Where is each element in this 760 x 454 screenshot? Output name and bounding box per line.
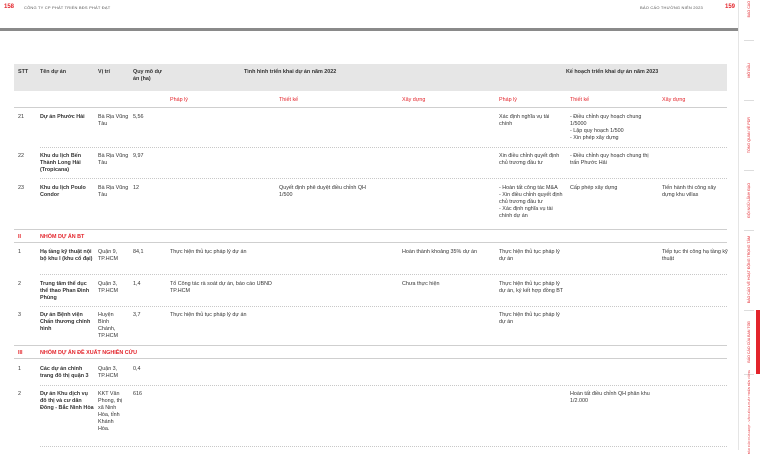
cell-thietke-2023: - Điều chỉnh quy hoạch chung thị trấn Phước Hải (570, 153, 649, 166)
cell-stt: 21 (18, 114, 24, 120)
sidebar-item-board-report[interactable] (738, 310, 760, 374)
group-2023-header: Kế hoạch triển khai dự án năm 2023 (566, 69, 659, 75)
cell-name: Khu du lịch Bến Thành Long Hải (Tropicana) (40, 153, 82, 173)
cell-scale: 0,4 (133, 366, 141, 372)
report-title: BÁO CÁO THƯỜNG NIÊN 2023 (640, 5, 703, 10)
section-title: NHÓM DỰ ÁN BT (40, 234, 85, 240)
cell-name: Hạ tầng kỹ thuật nội bộ khu I (khu cổ đại) (40, 249, 93, 262)
cell-phaply-2022: Tổ Công tác rà soát dự án, báo cáo UBND TP.HCM (170, 281, 272, 294)
cell-stt: 1 (18, 249, 21, 255)
sidebar-item-report[interactable] (738, 0, 760, 18)
sub-thietke-2022: Thiết kế (279, 97, 299, 103)
sidebar-label: BÁO CÁO CỦA BAN TGĐ (747, 321, 751, 363)
row-divider (40, 385, 727, 386)
row-divider (40, 147, 727, 148)
col-name-header: Tên dự án (40, 69, 67, 75)
sub-phaply-2022: Pháp lý (170, 97, 188, 103)
cell-thietke-2022: Quyết định phê duyệt điều chỉnh QH 1/500 (279, 185, 366, 198)
sub-thietke-2023: Thiết kế (570, 97, 590, 103)
header-divider (0, 28, 738, 31)
sidebar-label: TỔNG QUAN VỀ PDR (747, 116, 751, 154)
col-scale-header: Quy mô dự án (ha) (133, 69, 162, 82)
cell-phaply-2023: Xác định nghĩa vụ tài chính (499, 114, 550, 127)
company-name: CÔNG TY CP PHÁT TRIỂN BĐS PHÁT ĐẠT (24, 5, 111, 10)
sub-xaydung-2022: Xây dựng (402, 97, 426, 103)
row-divider (40, 446, 727, 447)
cell-phaply-2023: Thực hiện thủ tục pháp lý dự án (499, 249, 560, 262)
sidebar-item-sustainability[interactable] (738, 369, 760, 454)
cell-location: Quận 9, TP.HCM (98, 249, 118, 262)
sidebar-label: BÁO CÁO VỀ HOẠT ĐỘNG TRỌNG TÂM (747, 236, 751, 304)
sidebar-label: ĐỘI NGŨ LÃNH ĐẠO (747, 182, 751, 218)
sidebar-item-operations[interactable] (738, 230, 760, 310)
row-divider (40, 306, 727, 307)
cell-phaply-2023: - Hoàn tất công tác M&A - Xin điều chỉnh quyết định chủ trương đầu tư - Xác định nghĩa vụ tài chính dự án (499, 185, 563, 219)
cell-phaply-2022: Thực hiện thủ tục pháp lý dự án (170, 312, 247, 318)
cell-scale: 3,7 (133, 312, 141, 318)
page-number-left: 158 (4, 4, 15, 10)
cell-phaply-2023: Thực hiện thủ tục pháp lý dự án (499, 312, 560, 325)
page-number-right: 159 (725, 4, 736, 10)
cell-xaydung-2023: Tiếp tục thi công hạ tầng kỹ thuật (662, 249, 728, 262)
sidebar-item-overview[interactable] (738, 100, 760, 170)
cell-name: Các dự án chỉnh trang đô thị quận 3 (40, 366, 89, 379)
cell-name: Trung tâm thể dục thể thao Phan Đình Phùng (40, 281, 90, 301)
row-divider (40, 178, 727, 179)
sub-phaply-2023: Pháp lý (499, 97, 517, 103)
cell-location: Bà Rịa Vũng Tàu (98, 153, 129, 166)
section-title: NHÓM DỰ ÁN ĐỀ XUẤT NGHIÊN CỨU (40, 350, 137, 356)
cell-phaply-2022: Thực hiện thủ tục pháp lý dự án (170, 249, 247, 255)
page-header (0, 0, 738, 17)
cell-scale: 616 (133, 391, 142, 397)
cell-name: Dự án Khu dịch vụ đô thị và cư dân Đông - Bắc Ninh Hòa (40, 391, 94, 411)
row-divider (14, 242, 727, 243)
cell-xaydung-2022: Chưa thực hiện (402, 281, 440, 287)
cell-thietke-2023: Cấp phép xây dựng (570, 185, 618, 191)
cell-stt: 22 (18, 153, 24, 159)
cell-location: Bà Rịa Vũng Tàu (98, 114, 129, 127)
sidebar-item-intro[interactable] (738, 40, 760, 100)
row-divider (14, 358, 727, 359)
cell-xaydung-2022: Hoàn thành khoảng 35% dự án (402, 249, 477, 255)
cell-scale: 12 (133, 185, 139, 191)
cell-thietke-2023: Hoàn tất điều chỉnh QH phân khu 1/2.000 (570, 391, 650, 404)
row-divider (14, 107, 727, 108)
row-divider (14, 229, 727, 230)
sidebar-label: MỞ ĐẦU (747, 62, 751, 78)
cell-stt: 23 (18, 185, 24, 191)
cell-location: KKT Vân Phong, thị xã Ninh Hòa, tỉnh Khánh Hòa. (98, 391, 123, 432)
cell-stt: 3 (18, 312, 21, 318)
group-2022-header: Tình hình triển khai dự án năm 2022 (244, 69, 337, 75)
row-divider (40, 274, 727, 275)
cell-location: Huyện Bình Chánh, TP.HCM (98, 312, 118, 339)
sidebar-label: BÁO CÁO (747, 0, 751, 18)
cell-name: Dự án Phước Hải (40, 114, 85, 120)
cell-name: Khu du lịch Poulo Condor (40, 185, 86, 198)
cell-stt: 2 (18, 281, 21, 287)
cell-scale: 84,1 (133, 249, 144, 255)
cell-location: Quận 3, TP.HCM (98, 281, 118, 294)
cell-scale: 1,4 (133, 281, 141, 287)
cell-location: Quận 3, TP.HCM (98, 366, 118, 379)
sidebar-item-leadership[interactable] (738, 170, 760, 230)
cell-stt: 2 (18, 391, 21, 397)
sub-xaydung-2023: Xây dựng (662, 97, 686, 103)
sidebar-label: BÁO CÁO CỦA HĐQT - VĂN HÓA & PHÁT TRIỂN BỀN VỮNG (747, 369, 751, 454)
col-location-header: Vị trí (98, 69, 110, 75)
cell-location: Bà Rịa Vũng Tàu (98, 185, 129, 198)
cell-phaply-2023: Thực hiện thủ tục pháp lý dự án, ký kết hợp đồng BT (499, 281, 564, 294)
col-stt-header: STT (18, 69, 29, 75)
row-divider (14, 345, 727, 346)
cell-name: Dự án Bệnh viện Chấn thương chỉnh hình (40, 312, 91, 332)
section-number: II (18, 234, 21, 240)
cell-stt: 1 (18, 366, 21, 372)
cell-xaydung-2023: Tiến hành thi công xây dựng khu villas (662, 185, 717, 198)
section-number: III (18, 350, 23, 356)
cell-scale: 9,97 (133, 153, 144, 159)
cell-thietke-2023: - Điều chỉnh quy hoạch chung 1/5000 - Lập quy hoạch 1/500 - Xin phép xây dựng (570, 114, 642, 141)
cell-scale: 5,56 (133, 114, 144, 120)
cell-phaply-2023: Xin điều chỉnh quyết định chủ trương đầu tư (499, 153, 560, 166)
